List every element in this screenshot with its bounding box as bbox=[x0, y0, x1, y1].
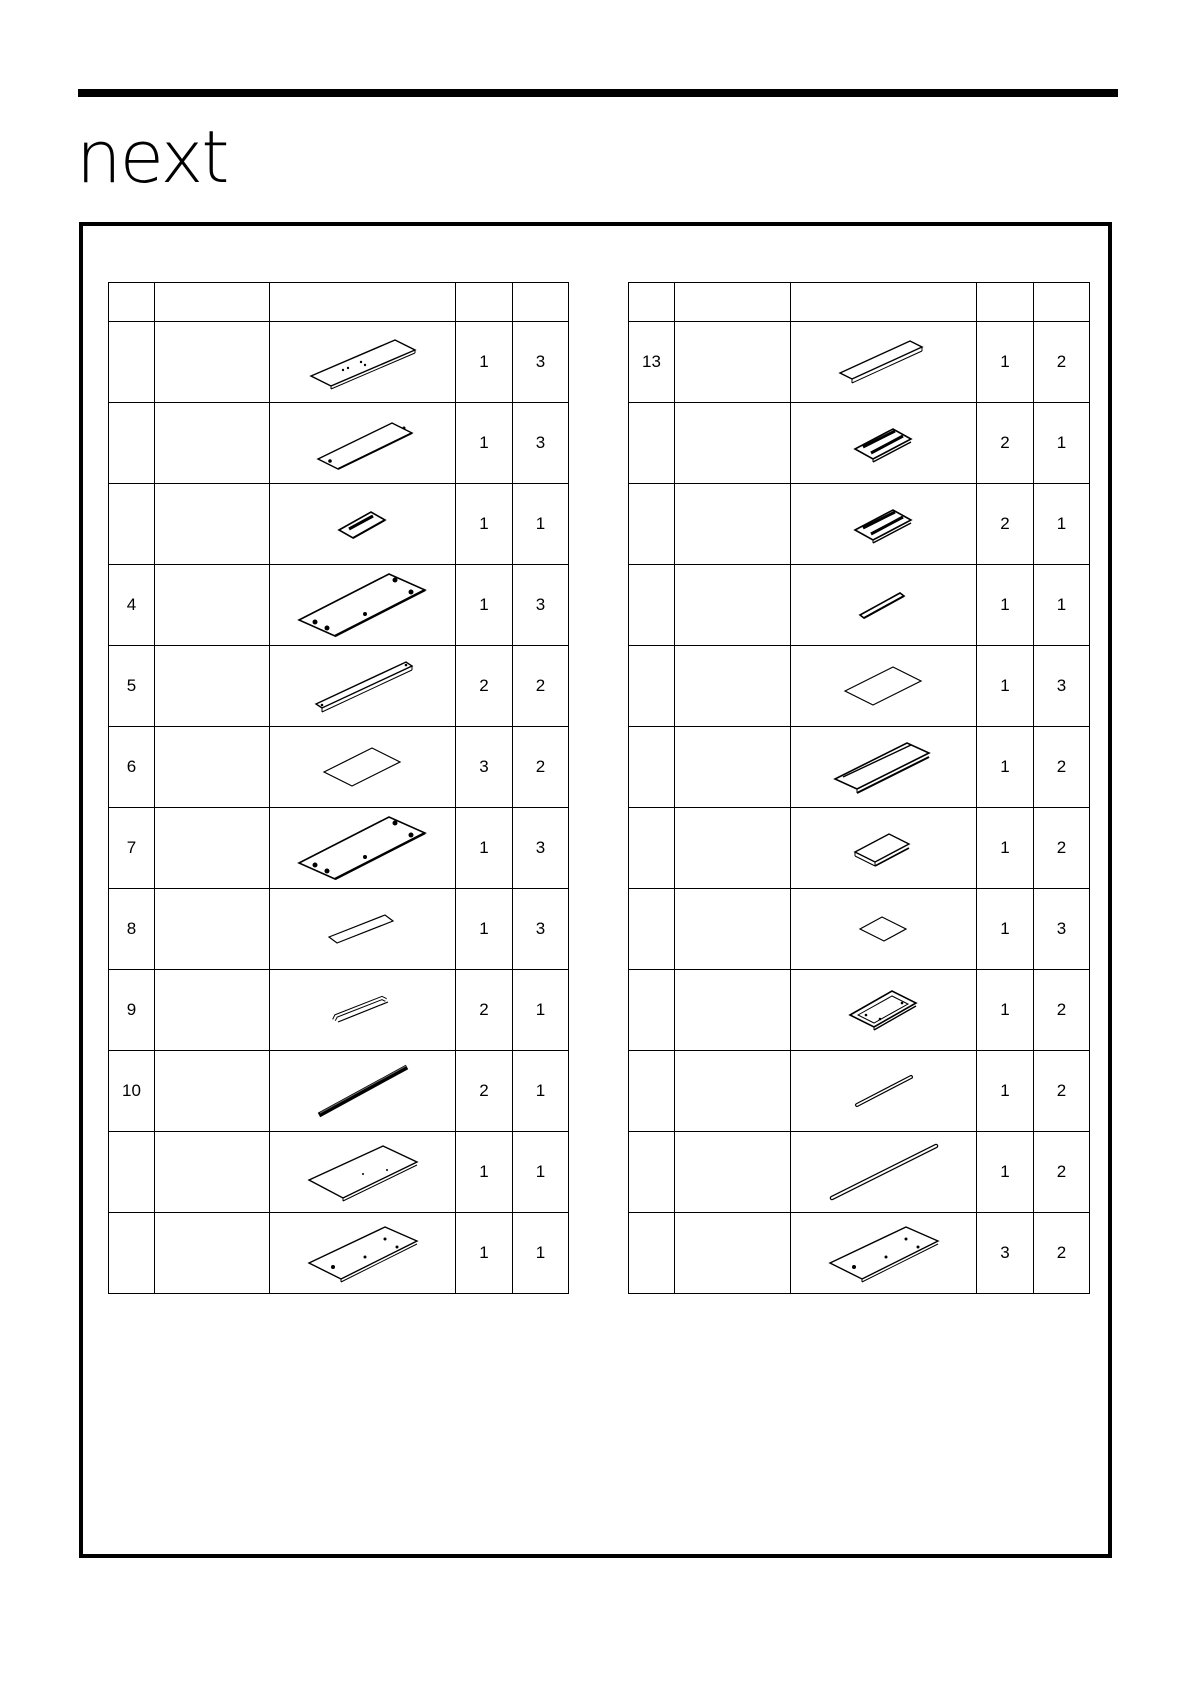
panel-large-holes-icon bbox=[293, 811, 433, 886]
part-name bbox=[675, 1051, 791, 1132]
part-quantity: 2 bbox=[977, 403, 1034, 484]
part-pack-number: 2 bbox=[1034, 1132, 1090, 1213]
part-id: 6 bbox=[109, 727, 155, 808]
part-illustration bbox=[791, 970, 977, 1051]
part-quantity: 2 bbox=[456, 1051, 513, 1132]
part-id bbox=[629, 565, 675, 646]
part-pack-number: 3 bbox=[513, 322, 569, 403]
panel-frame-icon bbox=[844, 985, 924, 1035]
part-quantity: 1 bbox=[456, 808, 513, 889]
part-pack-number: 2 bbox=[1034, 970, 1090, 1051]
part-name bbox=[155, 808, 270, 889]
part-row bbox=[109, 1132, 569, 1213]
part-pack-number: 2 bbox=[1034, 808, 1090, 889]
part-row bbox=[109, 1213, 569, 1294]
header-cell bbox=[155, 283, 270, 322]
bracket-double-icon bbox=[849, 421, 919, 466]
panel-large-holes-icon bbox=[293, 568, 433, 643]
part-illustration bbox=[270, 1132, 456, 1213]
part-id bbox=[109, 1132, 155, 1213]
part-pack-number: 3 bbox=[1034, 889, 1090, 970]
part-name bbox=[155, 322, 270, 403]
part-row bbox=[629, 322, 1090, 403]
part-row bbox=[629, 646, 1090, 727]
part-id bbox=[109, 403, 155, 484]
part-quantity: 1 bbox=[456, 403, 513, 484]
rail-long-icon bbox=[308, 656, 418, 716]
part-name bbox=[155, 1132, 270, 1213]
part-illustration bbox=[791, 1051, 977, 1132]
part-row bbox=[629, 1051, 1090, 1132]
brand-logo bbox=[76, 126, 286, 196]
part-illustration bbox=[270, 808, 456, 889]
part-id bbox=[109, 1213, 155, 1294]
part-illustration bbox=[791, 727, 977, 808]
part-quantity: 2 bbox=[977, 484, 1034, 565]
part-illustration bbox=[791, 322, 977, 403]
part-row bbox=[109, 970, 569, 1051]
part-name bbox=[155, 484, 270, 565]
part-illustration bbox=[791, 1213, 977, 1294]
part-pack-number: 2 bbox=[513, 727, 569, 808]
part-illustration bbox=[270, 484, 456, 565]
part-quantity: 1 bbox=[456, 484, 513, 565]
part-quantity: 1 bbox=[977, 970, 1034, 1051]
part-pack-number: 1 bbox=[513, 1213, 569, 1294]
part-quantity: 1 bbox=[977, 1132, 1034, 1213]
part-row bbox=[629, 403, 1090, 484]
part-quantity: 1 bbox=[977, 322, 1034, 403]
part-row bbox=[109, 646, 569, 727]
panel-long-notch-icon bbox=[308, 413, 418, 473]
header-cell bbox=[791, 283, 977, 322]
part-pack-number: 2 bbox=[1034, 727, 1090, 808]
part-pack-number: 2 bbox=[513, 646, 569, 727]
part-pack-number: 3 bbox=[1034, 646, 1090, 727]
part-quantity: 1 bbox=[456, 565, 513, 646]
part-quantity: 1 bbox=[977, 727, 1034, 808]
part-pack-number: 2 bbox=[1034, 1213, 1090, 1294]
part-quantity: 2 bbox=[456, 646, 513, 727]
part-name bbox=[675, 970, 791, 1051]
part-pack-number: 3 bbox=[513, 565, 569, 646]
panel-plain-icon bbox=[318, 742, 408, 792]
part-quantity: 1 bbox=[977, 808, 1034, 889]
part-id bbox=[629, 1213, 675, 1294]
part-id bbox=[629, 646, 675, 727]
top-rule bbox=[78, 89, 1118, 97]
part-name bbox=[675, 1132, 791, 1213]
part-name bbox=[675, 1213, 791, 1294]
part-name bbox=[155, 970, 270, 1051]
part-id bbox=[629, 889, 675, 970]
part-row bbox=[109, 1051, 569, 1132]
part-name bbox=[155, 1051, 270, 1132]
part-row bbox=[109, 484, 569, 565]
part-quantity: 1 bbox=[977, 565, 1034, 646]
part-pack-number: 3 bbox=[513, 403, 569, 484]
part-quantity: 1 bbox=[977, 889, 1034, 970]
part-row bbox=[109, 322, 569, 403]
header-cell bbox=[675, 283, 791, 322]
header-cell bbox=[629, 283, 675, 322]
part-id: 4 bbox=[109, 565, 155, 646]
part-pack-number: 2 bbox=[1034, 1051, 1090, 1132]
header-cell bbox=[270, 283, 456, 322]
part-id bbox=[109, 484, 155, 565]
part-quantity: 1 bbox=[977, 646, 1034, 727]
part-name bbox=[155, 565, 270, 646]
part-row bbox=[109, 889, 569, 970]
panel-wide-icon bbox=[303, 1140, 423, 1205]
part-row bbox=[629, 565, 1090, 646]
part-quantity: 1 bbox=[456, 1213, 513, 1294]
part-id bbox=[629, 484, 675, 565]
part-quantity: 3 bbox=[977, 1213, 1034, 1294]
part-row bbox=[629, 889, 1090, 970]
part-row bbox=[629, 1132, 1090, 1213]
block-small-icon bbox=[849, 826, 919, 871]
part-name bbox=[675, 808, 791, 889]
part-pack-number: 1 bbox=[1034, 484, 1090, 565]
square-plain-icon bbox=[854, 909, 914, 949]
panel-long-dots-icon bbox=[303, 332, 423, 392]
part-pack-number: 3 bbox=[513, 889, 569, 970]
part-name bbox=[675, 403, 791, 484]
part-illustration bbox=[791, 484, 977, 565]
part-quantity: 1 bbox=[456, 1132, 513, 1213]
part-quantity: 2 bbox=[456, 970, 513, 1051]
part-illustration bbox=[791, 403, 977, 484]
part-pack-number: 2 bbox=[1034, 322, 1090, 403]
part-name bbox=[675, 889, 791, 970]
part-illustration bbox=[270, 1213, 456, 1294]
bar-short-icon bbox=[854, 585, 914, 625]
part-name bbox=[155, 727, 270, 808]
part-row bbox=[109, 808, 569, 889]
part-illustration bbox=[270, 646, 456, 727]
part-illustration bbox=[791, 889, 977, 970]
part-row bbox=[629, 970, 1090, 1051]
part-quantity: 1 bbox=[456, 889, 513, 970]
part-illustration bbox=[791, 1132, 977, 1213]
header-cell bbox=[456, 283, 513, 322]
part-illustration bbox=[270, 727, 456, 808]
handle-icon bbox=[328, 990, 398, 1030]
part-id bbox=[109, 322, 155, 403]
part-id: 9 bbox=[109, 970, 155, 1051]
tray-long-icon bbox=[829, 737, 939, 797]
parts-table-right bbox=[628, 282, 1090, 1294]
part-pack-number: 1 bbox=[513, 484, 569, 565]
part-name bbox=[675, 484, 791, 565]
panel-wide-dots-icon bbox=[824, 1221, 944, 1286]
part-pack-number: 1 bbox=[1034, 403, 1090, 484]
part-id: 5 bbox=[109, 646, 155, 727]
part-quantity: 1 bbox=[977, 1051, 1034, 1132]
part-name bbox=[675, 322, 791, 403]
part-id bbox=[629, 808, 675, 889]
bracket-small-icon bbox=[333, 504, 393, 544]
part-pack-number: 3 bbox=[513, 808, 569, 889]
part-pack-number: 1 bbox=[513, 970, 569, 1051]
bracket-double-icon bbox=[849, 502, 919, 547]
header-cell bbox=[1034, 283, 1090, 322]
part-id bbox=[629, 970, 675, 1051]
dowel-short-icon bbox=[849, 1071, 919, 1111]
part-quantity: 1 bbox=[456, 322, 513, 403]
part-row bbox=[109, 565, 569, 646]
part-illustration bbox=[270, 403, 456, 484]
part-id bbox=[629, 403, 675, 484]
header-cell bbox=[977, 283, 1034, 322]
part-name bbox=[675, 646, 791, 727]
parts-table-left bbox=[108, 282, 569, 1294]
part-quantity: 3 bbox=[456, 727, 513, 808]
part-id bbox=[629, 727, 675, 808]
part-illustration bbox=[791, 808, 977, 889]
part-pack-number: 1 bbox=[513, 1051, 569, 1132]
part-pack-number: 1 bbox=[513, 1132, 569, 1213]
table-header-row bbox=[109, 283, 569, 322]
header-cell bbox=[513, 283, 569, 322]
part-id bbox=[629, 1132, 675, 1213]
part-illustration bbox=[270, 1051, 456, 1132]
part-illustration bbox=[791, 646, 977, 727]
part-illustration bbox=[270, 565, 456, 646]
part-illustration bbox=[270, 970, 456, 1051]
part-id: 10 bbox=[109, 1051, 155, 1132]
header-cell bbox=[109, 283, 155, 322]
part-name bbox=[155, 889, 270, 970]
part-id: 13 bbox=[629, 322, 675, 403]
panel-plain-icon bbox=[839, 661, 929, 711]
part-illustration bbox=[791, 565, 977, 646]
part-illustration bbox=[270, 322, 456, 403]
part-row bbox=[629, 808, 1090, 889]
part-row bbox=[629, 727, 1090, 808]
part-row bbox=[629, 484, 1090, 565]
panel-wide-dots-icon bbox=[303, 1221, 423, 1286]
part-name bbox=[675, 727, 791, 808]
part-pack-number: 1 bbox=[1034, 565, 1090, 646]
strip-thin-icon bbox=[323, 909, 403, 949]
part-row bbox=[629, 1213, 1090, 1294]
part-name bbox=[675, 565, 791, 646]
part-name bbox=[155, 403, 270, 484]
svg-text:next: next bbox=[76, 126, 228, 196]
part-row bbox=[109, 403, 569, 484]
part-id: 8 bbox=[109, 889, 155, 970]
table-header-row bbox=[629, 283, 1090, 322]
part-row bbox=[109, 727, 569, 808]
part-name bbox=[155, 1213, 270, 1294]
shelf-narrow-icon bbox=[834, 335, 934, 390]
dowel-long-icon bbox=[824, 1140, 944, 1205]
part-id bbox=[629, 1051, 675, 1132]
part-id: 7 bbox=[109, 808, 155, 889]
part-illustration bbox=[270, 889, 456, 970]
part-name bbox=[155, 646, 270, 727]
rod-dark-icon bbox=[313, 1061, 413, 1121]
